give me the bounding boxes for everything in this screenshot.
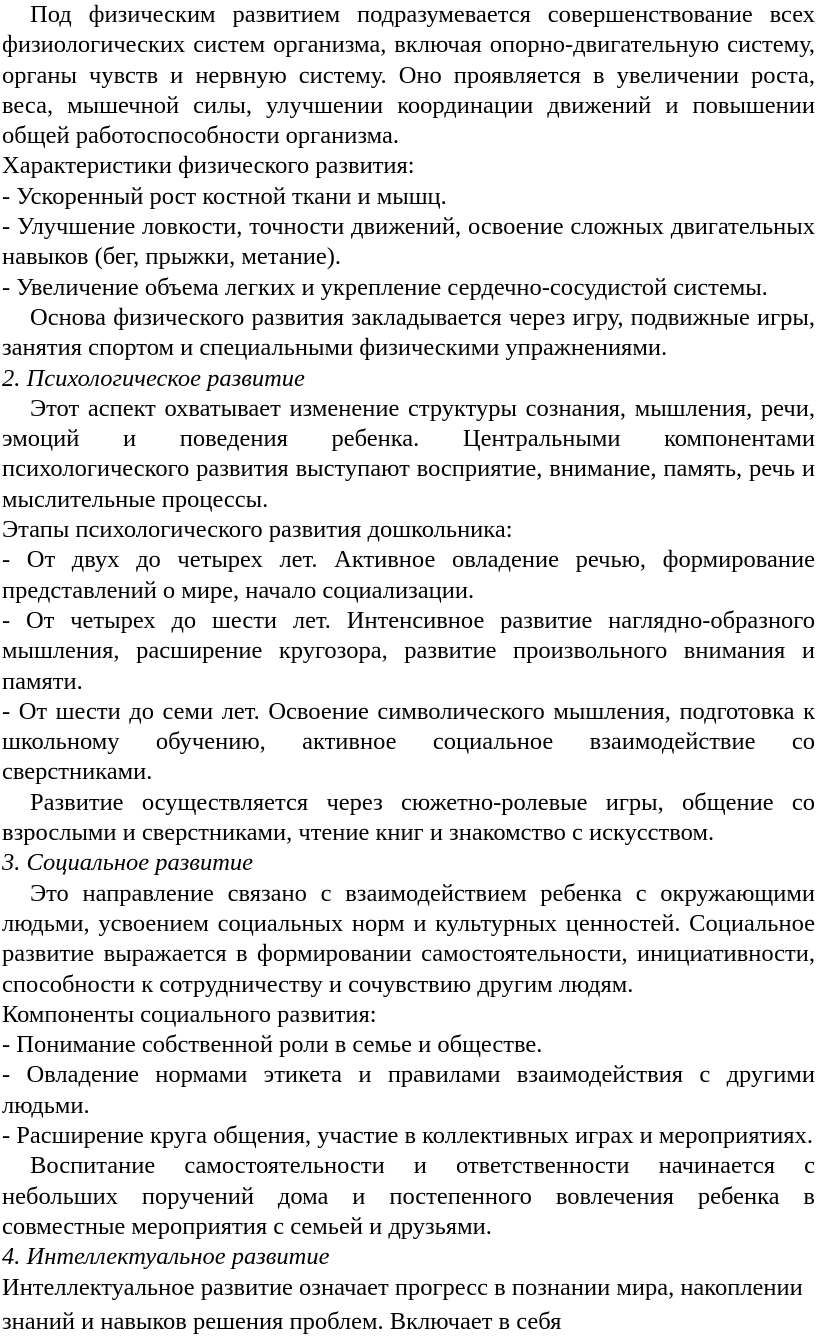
psychological-intro-paragraph: Этот аспект охватывает изменение структуры сознания, мышления, речи, эмоций и поведения ребенка. Центральными компонентами психологического развития выступают восприятие, внимание, память, речь и мыслительные процессы. <box>2 394 815 513</box>
physical-item-1: - Ускоренный рост костной ткани и мышц. <box>2 182 447 210</box>
social-item-2: - Овладение нормами этикета и правилами взаимодействия с другими людьми. <box>2 1061 815 1119</box>
intellectual-intro-paragraph: Интеллектуальное развитие означает прогресс в познании мира, накоплении знаний и навыков решения проблем. Включает в себя <box>2 1274 803 1336</box>
physical-intro-paragraph: Под физическим развитием подразумевается совершенствование всех физиологических систем организма, включая опорно-двигательную систему, органы чувств и нервную систему. Оно проявляется в увеличении роста, веса, мышечной силы, улучшении координации движений и повышении общей работоспособности организма. <box>2 1 815 150</box>
social-upbringing-paragraph: Воспитание самостоятельности и ответственности начинается с небольших поручений дома и постепенного вовлечения ребенка в совместные мероприятия с семьей и друзьями. <box>2 1152 815 1240</box>
social-heading: 3. Социальное развитие <box>2 849 254 877</box>
physical-basis-paragraph: Основа физического развития закладывается через игру, подвижные игры, занятия спортом и специальными физическими упражнениями. <box>2 303 815 362</box>
physical-item-3: - Увеличение объема легких и укрепление сердечно-сосудистой системы. <box>2 273 768 301</box>
psychological-stages-heading: Этапы психологического развития дошкольника: <box>2 516 513 544</box>
social-item-3: - Расширение круга общения, участие в коллективных играх и мероприятиях. <box>2 1121 813 1149</box>
psychological-item-3: - От шести до семи лет. Освоение символического мышления, подготовка к школьному обучению, активное социальное взаимодействие со сверстниками. <box>2 697 815 786</box>
psychological-heading: 2. Психологическое развитие <box>2 364 305 392</box>
intellectual-heading: 4. Интеллектуальное развитие <box>2 1243 330 1271</box>
psychological-item-2: - От четырех до шести лет. Интенсивное развитие наглядно-образного мышления, расширение кругозора, развитие произвольного внимания и памяти. <box>2 606 815 695</box>
social-intro-paragraph: Это направление связано с взаимодействием ребенка с окружающими людьми, усвоением социальных норм и культурных ценностей. Социальное развитие выражается в формировании самостоятельности, инициативности, способности к сотрудничеству и сочувствию другим людям. <box>2 879 815 998</box>
social-components-heading: Компоненты социального развития: <box>2 1000 377 1028</box>
social-item-1: - Понимание собственной роли в семье и обществе. <box>2 1031 543 1059</box>
psychological-means-paragraph: Развитие осуществляется через сюжетно-ролевые игры, общение со взрослыми и сверстниками, чтение книг и знакомство с искусством. <box>2 788 815 847</box>
physical-item-2: - Улучшение ловкости, точности движений, освоение сложных двигательных навыков (бег, прыжки, метание). <box>2 213 815 271</box>
physical-characteristics-heading: Характеристики физического развития: <box>2 152 415 180</box>
psychological-item-1: - От двух до четырех лет. Активное овладение речью, формирование представлений о мире, начало социализации. <box>2 546 815 604</box>
